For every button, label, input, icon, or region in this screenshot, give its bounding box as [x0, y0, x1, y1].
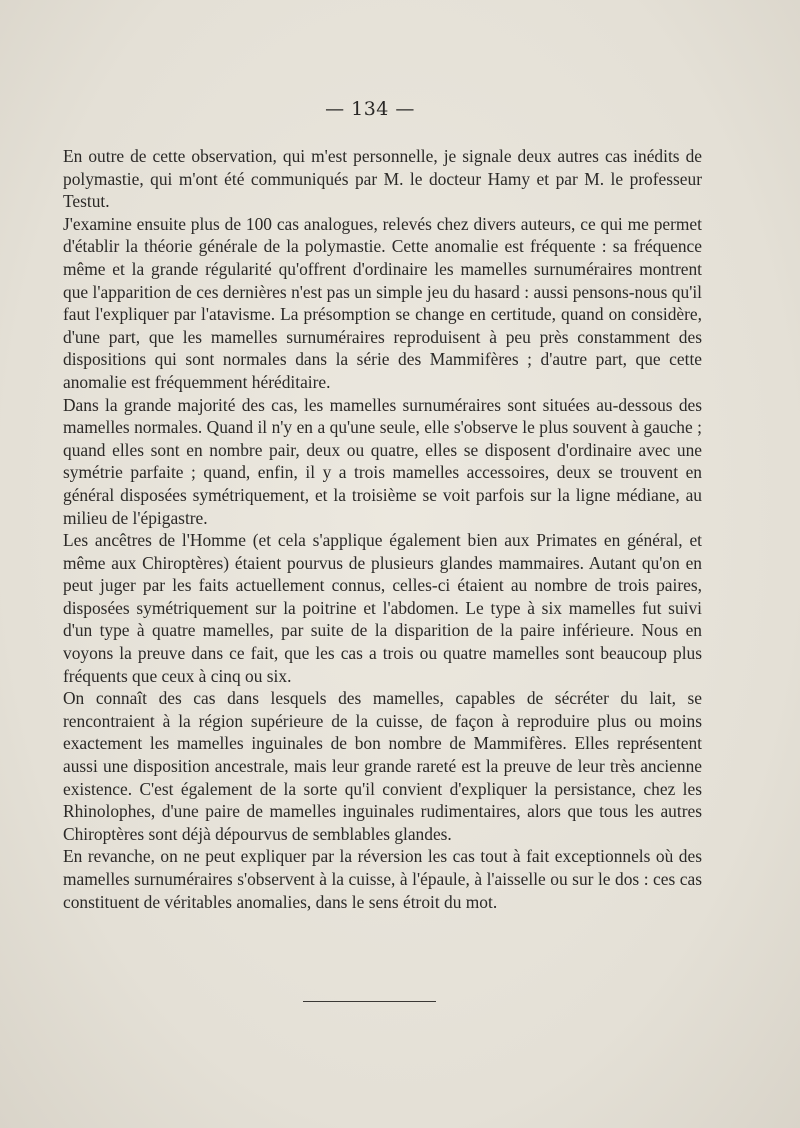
paragraph-5: On connaît des cas dans lesquels des mamelles, capables de sécréter du lait, se rencontraient à la région supérieure de la cuisse, de façon à reproduire plus ou moins exactement les mamelles inguinales de bon nombre de Mammifères. Elles représentent aussi une disposition ancestrale, mais leur grande rareté est la preuve de leur très ancienne existence. C'est également de la sorte qu'il convient d'expliquer la persistance, chez les Rhinolophes, d'une paire de mamelles inguinales rudimentaires, alors que tous les autres Chiroptères sont déjà dépourvus de semblables glandes.	[63, 688, 702, 844]
paragraph-3: Dans la grande majorité des cas, les mamelles surnuméraires sont situées au-dessous des mamelles normales. Quand il n'y en a qu'une seule, elle s'observe le plus souvent à gauche ; quand elles sont en nombre pair, deux ou quatre, elles se disposent d'ordinaire avec une symétrie parfaite ; quand, enfin, il y a trois mamelles accessoires, deux se trouvent en général disposées symétriquement, et la troisième se voit parfois sur la ligne médiane, au milieu de l'épigastre.	[63, 394, 702, 528]
paragraph-1: En outre de cette observation, qui m'est personnelle, je signale deux autres cas inédits de polymastie, qui m'ont été communiqués par M. le docteur Hamy et par M. le professeur Testut.	[63, 146, 702, 212]
paragraph-2: J'examine ensuite plus de 100 cas analogues, relevés chez divers auteurs, ce qui me permet d'établir la théorie générale de la polymastie. Cette anomalie est fréquente : sa fréquence même et la grande régularité qu'offrent d'ordinaire les mamelles surnuméraires montrent que l'apparition de ces dernières n'est pas un simple jeu du hasard : aussi pensons-nous qu'il faut l'expliquer par l'atavisme. La présomption se change en certitude, quand on considère, d'une part, que les mamelles surnuméraires reproduisent à peu près constamment des dispositions qui sont normales dans la série des Mammifères ; d'autre part, que cette anomalie est fréquemment héréditaire.	[63, 213, 702, 392]
body-text	[63, 145, 702, 913]
paragraph-4: Les ancêtres de l'Homme (et cela s'applique également bien aux Primates en général, et même aux Chiroptères) étaient pourvus de plusieurs glandes mammaires. Autant qu'on en peut juger par les faits actuellement connus, celles-ci étaient au nombre de trois paires, disposées symétriquement sur la poitrine et l'abdomen. Le type à six mamelles fut suivi d'un type à quatre mamelles, par suite de la disparition de la paire inférieure. Nous en voyons la preuve dans ce fait, que les cas a trois ou quatre mamelles sont beaucoup plus fréquents que ceux à cinq ou six.	[63, 530, 702, 686]
closing-rule	[303, 1001, 436, 1002]
paragraph-6: En revanche, on ne peut expliquer par la réversion les cas tout à fait exceptionnels où des mamelles surnuméraires s'observent à la cuisse, à l'épaule, à l'aisselle ou sur le dos : ces cas constituent de véritables anomalies, dans le sens étroit du mot.	[63, 846, 702, 912]
page-number: — 134 —	[325, 98, 415, 120]
